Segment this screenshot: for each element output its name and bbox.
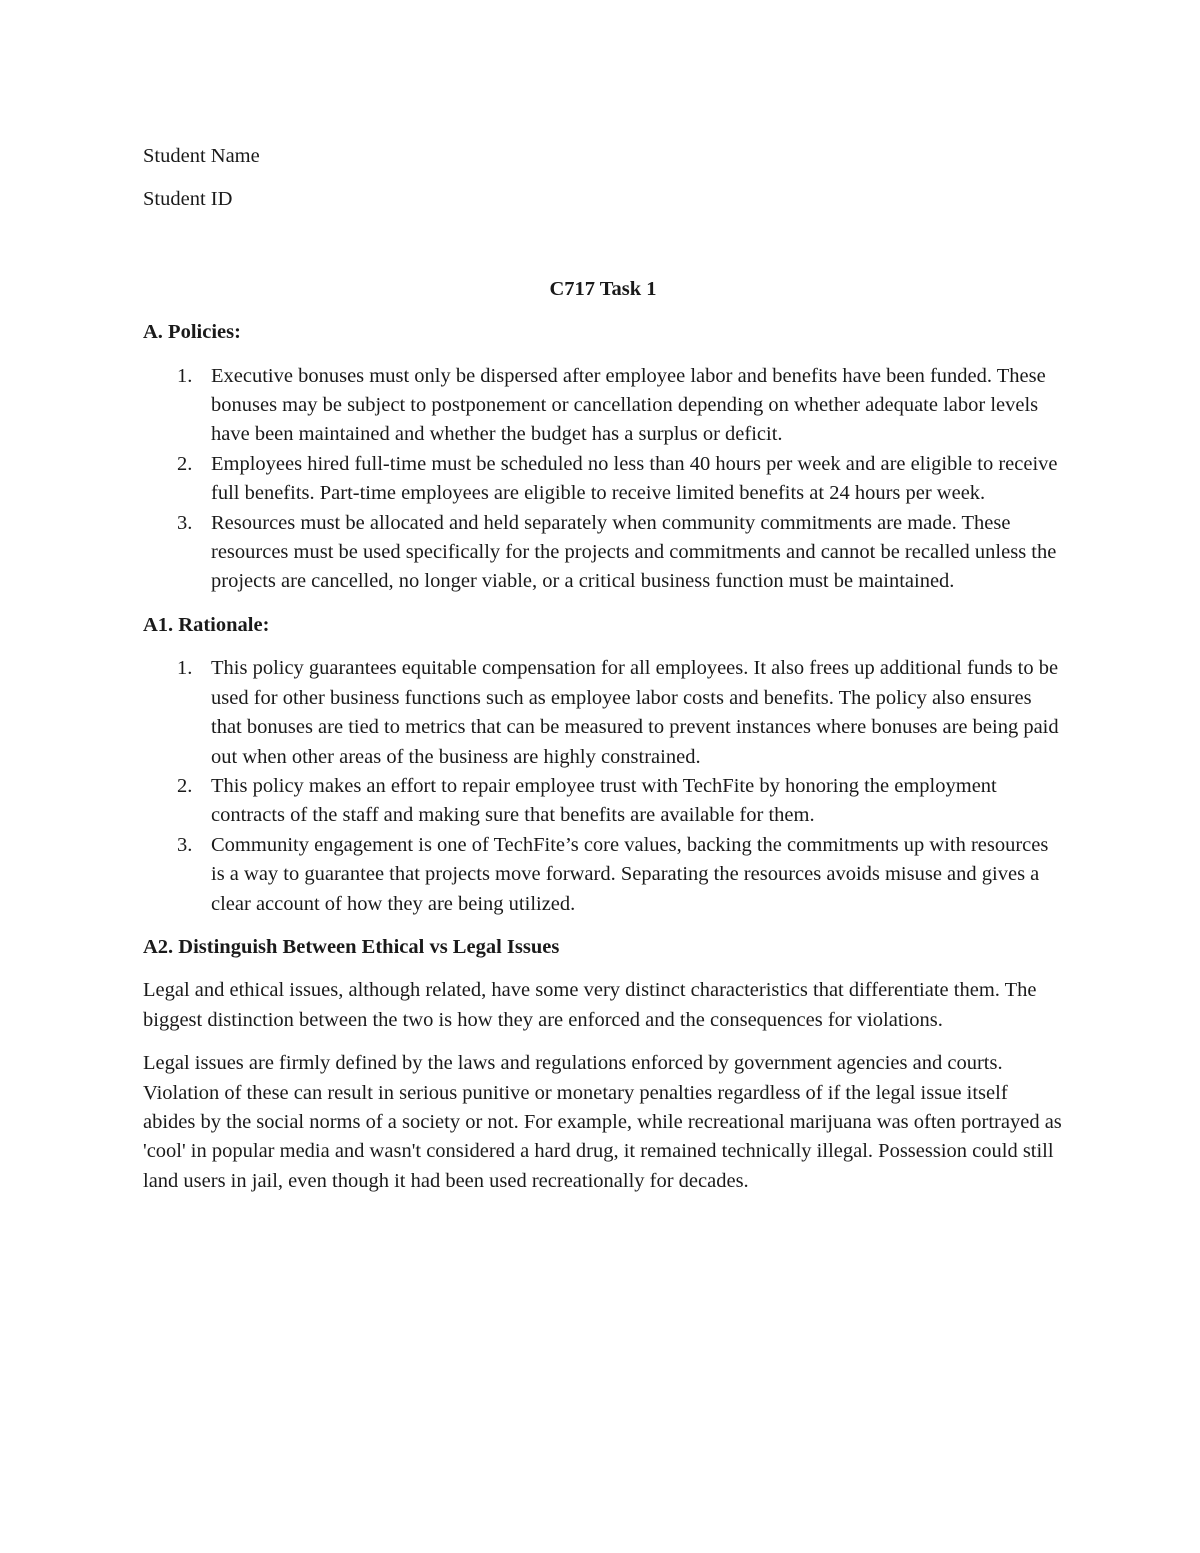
policies-list	[143, 362, 1063, 597]
body-paragraph: Legal issues are firmly defined by the laws and regulations enforced by government agencies and courts. Violation of these can result in serious punitive or monetary penalties regardless of if the legal issue itself abides by the social norms of a society or not. For example, while recreational marijuana was often portrayed as 'cool' in popular media and wasn't considered a hard drug, it remained technically illegal. Possession could still land users in jail, even though it had been used recreationally for decades.	[143, 1052, 1062, 1192]
document-content	[143, 142, 1063, 1210]
list-item-number: 1.	[177, 364, 193, 387]
list-item-text: This policy makes an effort to repair employee trust with TechFite by honoring the employment contracts of the staff and making sure that benefits are available for them.	[211, 774, 997, 827]
document-title: C717 Task 1	[549, 277, 657, 300]
list-item-number: 2.	[177, 774, 193, 797]
list-item-text: Executive bonuses must only be dispersed after employee labor and benefits have been funded. These bonuses may be subject to postponement or cancellation depending on whether adequate labor levels have been maintained and whether the budget has a surplus or deficit.	[211, 364, 1046, 446]
rationale-list	[143, 654, 1063, 919]
list-item-number: 3.	[177, 833, 193, 856]
list-item-number: 3.	[177, 511, 193, 534]
student-id-label: Student ID	[143, 188, 233, 211]
list-item	[143, 831, 1063, 919]
rationale-heading: A1. Rationale:	[143, 613, 270, 636]
list-item	[143, 772, 1063, 831]
list-item	[143, 509, 1063, 597]
list-item-text: Resources must be allocated and held separately when community commitments are made. These resources must be used specifically for the projects and commitments and cannot be recalled unless the projects are cancelled, no longer viable, or a critical business function must be maintained.	[211, 511, 1057, 593]
list-item	[143, 654, 1063, 772]
list-item-number: 1.	[177, 657, 193, 680]
list-item-text: Employees hired full-time must be scheduled no less than 40 hours per week and are eligible to receive full benefits. Part-time employees are eligible to receive limited benefits at 24 hours per week.	[211, 452, 1058, 505]
body-paragraph: Legal and ethical issues, although related, have some very distinct characteristics that differentiate them. The biggest distinction between the two is how they are enforced and the consequences for violations.	[143, 979, 1037, 1031]
policies-heading: A. Policies:	[143, 321, 241, 344]
student-name-label: Student Name	[143, 145, 260, 167]
ethical-legal-heading: A2. Distinguish Between Ethical vs Legal Issues	[143, 935, 560, 958]
list-item-text: This policy guarantees equitable compensation for all employees. It also frees up additional funds to be used for other business functions such as employee labor costs and benefits. The policy also ensures that bonuses are tied to metrics that can be measured to prevent instances where bonuses are being paid out when other areas of the business are highly constrained.	[211, 657, 1059, 768]
list-item	[143, 362, 1063, 450]
list-item-number: 2.	[177, 452, 193, 475]
list-item-text: Community engagement is one of TechFite’s core values, backing the commitments up with resources is a way to guarantee that projects move forward. Separating the resources avoids misuse and gives a clear account of how they are being utilized.	[211, 833, 1049, 915]
list-item	[143, 450, 1063, 509]
